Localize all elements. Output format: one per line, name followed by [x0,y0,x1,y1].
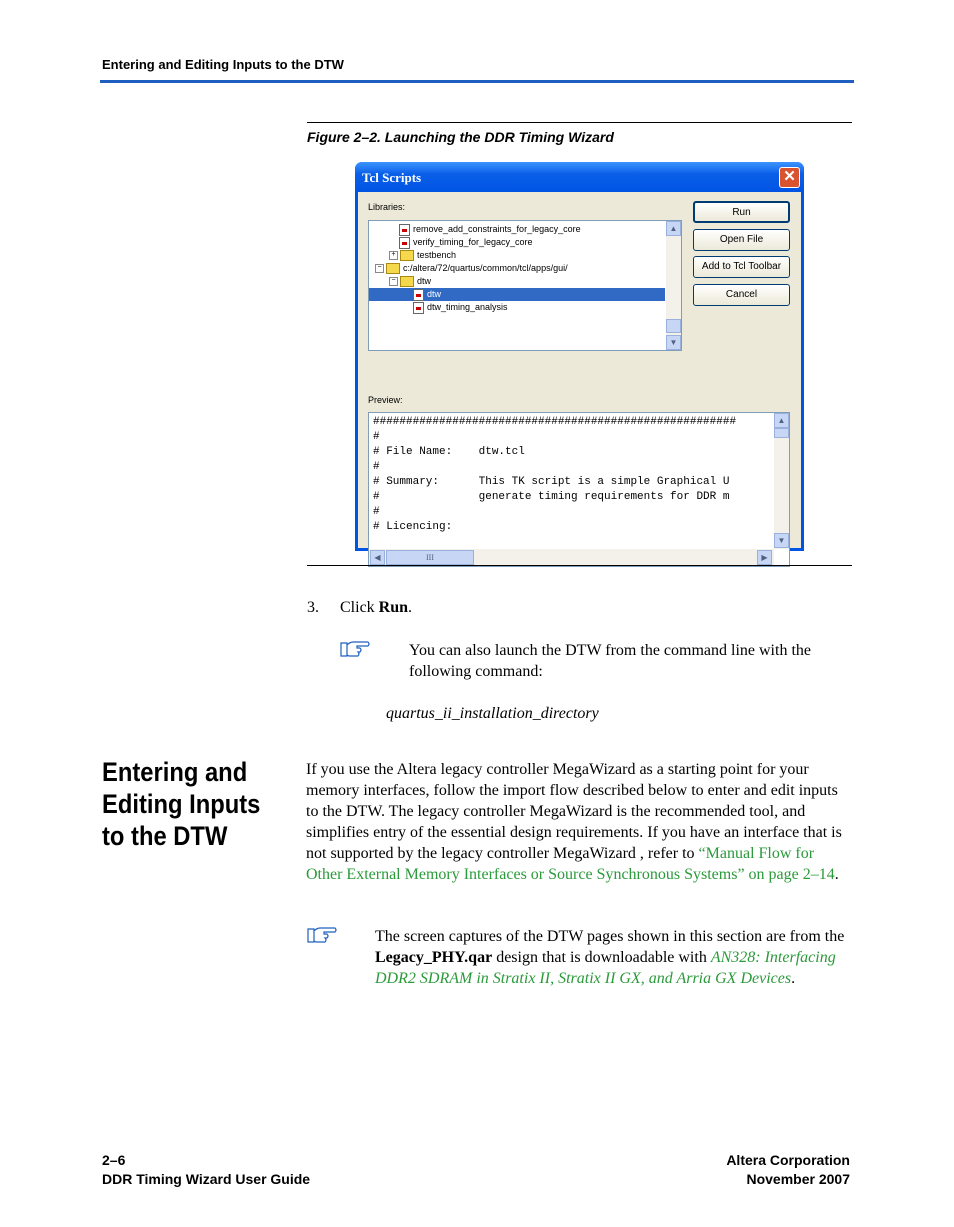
preview-line: ####################################################### [373,416,737,428]
scroll-up-icon[interactable]: ▲ [774,413,789,428]
company-name: Altera Corporation [726,1152,850,1168]
tree-item[interactable]: − c:/altera/72/quartus/common/tcl/apps/gui/ [375,262,568,275]
cancel-button[interactable]: Cancel [693,284,790,306]
preview-line: # generate timing requirements for DDR m [373,491,730,503]
note-text: The screen captures of the DTW pages shown in this section are from the Legacy_PHY.qar design that is downloadable with AN328: Interfacing DDR2 SDRAM in Stratix II, Stratix II GX, and Arria GX Devices. [375,928,845,987]
dialog-title: Tcl Scripts [362,170,422,185]
preview-line: # [373,461,380,473]
preview-line: # Licencing: [373,521,453,533]
preview-pane[interactable] [368,412,790,567]
guide-title: DDR Timing Wizard User Guide [102,1171,311,1187]
tcl-file-icon [399,224,410,236]
preview-line: # File Name: dtw.tcl [373,446,525,458]
note-text: You can also launch the DTW from the command line with the following command: [409,642,811,680]
scroll-up-icon[interactable]: ▲ [666,221,681,236]
preview-line: # [373,431,380,443]
scroll-left-icon[interactable]: ◀ [370,550,385,565]
tree-vertical-scrollbar[interactable] [666,221,681,350]
preview-line: # [373,506,380,518]
folder-icon [400,250,414,261]
tree-item[interactable]: remove_add_constraints_for_legacy_core [399,223,581,236]
scroll-thumb[interactable] [774,428,789,438]
folder-open-icon [386,263,400,274]
running-header: Entering and Editing Inputs to the DTW [102,57,344,72]
dialog-titlebar[interactable] [355,162,804,192]
figure-bottom-rule [307,565,852,566]
figure-caption: Figure 2–2. Launching the DDR Timing Wizard [307,129,614,145]
scroll-thumb[interactable] [666,319,681,333]
scroll-thumb[interactable]: III [386,550,474,565]
header-rule [100,80,854,83]
tree-item[interactable]: + testbench [389,249,456,262]
libraries-label: Libraries: [368,202,406,212]
publication-date: November 2007 [746,1171,850,1187]
collapse-minus-icon[interactable]: − [375,264,384,273]
pointing-hand-icon [307,926,337,944]
collapse-minus-icon[interactable]: − [389,277,398,286]
scroll-down-icon[interactable]: ▼ [666,335,681,350]
footer-left [102,1151,310,1189]
tree-item-selected[interactable]: dtw [369,288,665,301]
manual-flow-link[interactable]: “Manual Flow for Other External Memory Interfaces or Source Synchronous Systems” on page 2–14 [306,845,835,883]
folder-open-icon [400,276,414,287]
page-number: 2–6 [102,1152,126,1168]
footer-right [600,1151,850,1189]
preview-horizontal-scrollbar[interactable] [369,549,774,566]
scroll-right-icon[interactable]: ▶ [757,550,772,565]
dialog-body [358,192,801,562]
figure-top-rule [307,122,852,123]
libraries-tree[interactable] [368,220,682,351]
close-icon[interactable]: ✕ [779,167,800,188]
command-path: quartus_ii_installation_directory [386,705,599,722]
preview-vertical-scrollbar[interactable] [774,413,789,549]
tcl-file-icon [413,302,424,314]
step-text: Click Run. [340,599,413,616]
expand-plus-icon[interactable]: + [389,251,398,260]
add-to-tcl-toolbar-button[interactable]: Add to Tcl Toolbar [693,256,790,278]
preview-label: Preview: [368,395,403,405]
an328-link[interactable]: AN328: Interfacing DDR2 SDRAM in Stratix II, Stratix II GX, and Arria GX Devices [375,949,836,987]
scroll-down-icon[interactable]: ▼ [774,533,789,548]
tcl-file-icon [399,237,410,249]
tree-item[interactable]: verify_timing_for_legacy_core [399,236,533,249]
section-heading: Entering and Editing Inputs to the DTW [102,757,261,851]
open-file-button[interactable]: Open File [693,229,790,251]
tree-item[interactable]: dtw_timing_analysis [413,301,508,314]
tcl-file-icon [413,289,424,301]
pointing-hand-icon [340,640,370,658]
run-button[interactable]: Run [693,201,790,223]
tcl-scripts-dialog [355,162,804,562]
preview-line: # Summary: This TK script is a simple Graphical U [373,476,730,488]
step-number: 3. [307,599,319,616]
tree-item[interactable]: − dtw [389,275,431,288]
section-paragraph: If you use the Altera legacy controller MegaWizard as a starting point for your memory interfaces, follow the import flow described below to enter and edit inputs to the DTW. The legacy controller MegaWizard is the recommended tool, and simplifies entry of the essential design requirements. If you have an interface that is not supported by the legacy controller MegaWizard , refer to “Manual Flow for Other External Memory Interfaces or Source Synchronous Systems” on page 2–14. [306,761,842,883]
